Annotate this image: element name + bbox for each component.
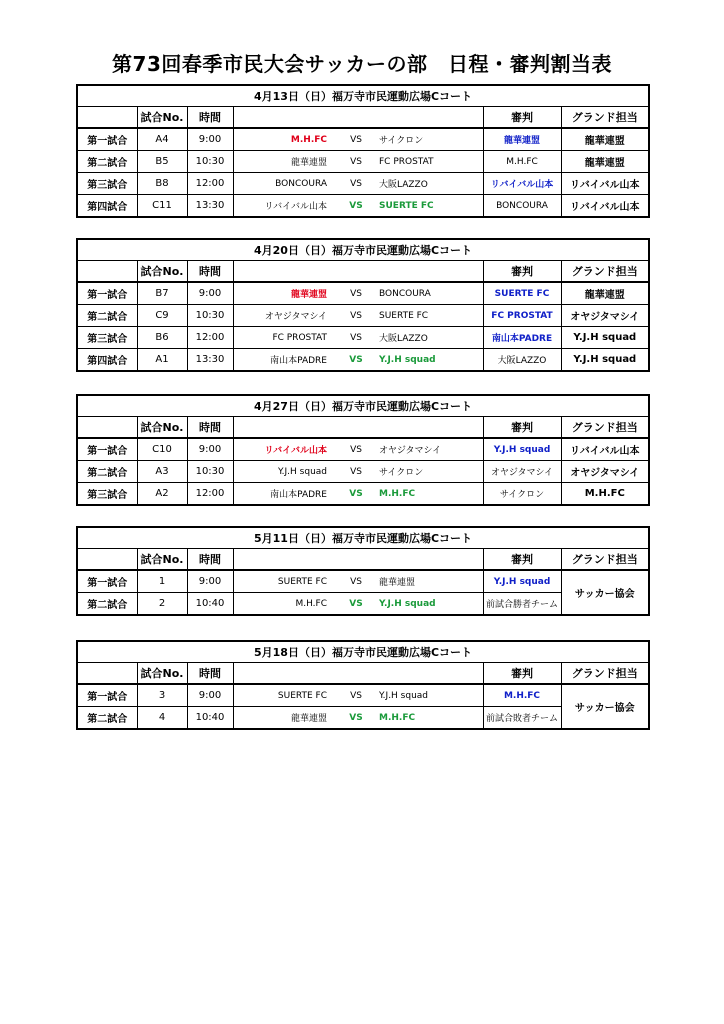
vs-label: VS (341, 282, 371, 305)
match-label: 第二試合 (77, 305, 137, 327)
vs-label: VS (341, 128, 371, 151)
match-code: A2 (137, 483, 187, 506)
vs-label: VS (341, 151, 371, 173)
away-team: 龍華連盟 (371, 570, 483, 593)
match-label: 第二試合 (77, 151, 137, 173)
away-team: 大阪LAZZO (371, 327, 483, 349)
ground-duty: リバイバル山本 (561, 195, 649, 218)
home-team: 龍華連盟 (233, 707, 341, 730)
match-label: 第三試合 (77, 483, 137, 506)
match-label: 第二試合 (77, 707, 137, 730)
schedule-date: 4月27日（日）福万寺市民運動広場Cコート (77, 395, 649, 417)
match-time: 9:00 (187, 438, 233, 461)
home-team: SUERTE FC (233, 684, 341, 707)
header-match (233, 107, 483, 129)
schedule-apr-20 (76, 238, 648, 372)
header-ground: グランド担当 (561, 261, 649, 283)
match-time: 10:40 (187, 707, 233, 730)
referee: BONCOURA (483, 195, 561, 218)
page-title: 第73回春季市民大会サッカーの部 日程・審判割当表 (112, 52, 612, 76)
ground-duty: オヤジタマシイ (561, 461, 649, 483)
home-team: SUERTE FC (233, 570, 341, 593)
match-code: 3 (137, 684, 187, 707)
match-time: 12:00 (187, 173, 233, 195)
away-team: Y.J.H squad (371, 684, 483, 707)
match-time: 10:30 (187, 305, 233, 327)
header-time: 時間 (187, 549, 233, 571)
table-row (77, 195, 649, 218)
schedule-apr-27 (76, 394, 648, 506)
header-time: 時間 (187, 107, 233, 129)
match-label: 第一試合 (77, 128, 137, 151)
vs-label: VS (341, 438, 371, 461)
home-team: リバイバル山本 (233, 438, 341, 461)
home-team: M.H.FC (233, 593, 341, 616)
match-time: 9:00 (187, 570, 233, 593)
table-row (77, 438, 649, 461)
table-row (77, 327, 649, 349)
away-team: M.H.FC (371, 707, 483, 730)
header-time: 時間 (187, 663, 233, 685)
vs-label: VS (341, 593, 371, 616)
header-match (233, 549, 483, 571)
home-team: 龍華連盟 (233, 282, 341, 305)
referee: リバイバル山本 (483, 173, 561, 195)
match-label: 第四試合 (77, 195, 137, 218)
home-team: オヤジタマシイ (233, 305, 341, 327)
vs-label: VS (341, 461, 371, 483)
match-time: 9:00 (187, 128, 233, 151)
match-code: A4 (137, 128, 187, 151)
header-blank (77, 417, 137, 439)
table-row (77, 128, 649, 151)
schedule-apr-13 (76, 84, 648, 218)
header-ground: グランド担当 (561, 107, 649, 129)
ground-duty: 龍華連盟 (561, 282, 649, 305)
header-referee: 審判 (483, 417, 561, 439)
header-ground: グランド担当 (561, 549, 649, 571)
table-row (77, 151, 649, 173)
header-blank (77, 549, 137, 571)
match-time: 13:30 (187, 195, 233, 218)
match-code: B5 (137, 151, 187, 173)
referee: 前試合敗者チーム (483, 707, 561, 730)
match-label: 第二試合 (77, 593, 137, 616)
header-match (233, 663, 483, 685)
ground-duty: Y.J.H squad (561, 349, 649, 372)
vs-label: VS (341, 173, 371, 195)
referee: M.H.FC (483, 151, 561, 173)
header-code: 試合No. (137, 107, 187, 129)
table-row (77, 349, 649, 372)
match-label: 第一試合 (77, 684, 137, 707)
header-referee: 審判 (483, 107, 561, 129)
home-team: M.H.FC (233, 128, 341, 151)
header-time: 時間 (187, 261, 233, 283)
match-code: C11 (137, 195, 187, 218)
away-team: サイクロン (371, 461, 483, 483)
header-match (233, 417, 483, 439)
match-label: 第一試合 (77, 570, 137, 593)
away-team: オヤジタマシイ (371, 438, 483, 461)
home-team: FC PROSTAT (233, 327, 341, 349)
schedule-may-18 (76, 640, 648, 730)
referee: オヤジタマシイ (483, 461, 561, 483)
ground-duty: M.H.FC (561, 483, 649, 506)
referee: M.H.FC (483, 684, 561, 707)
match-code: C9 (137, 305, 187, 327)
header-code: 試合No. (137, 663, 187, 685)
header-referee: 審判 (483, 549, 561, 571)
referee: 南山本PADRE (483, 327, 561, 349)
header-ground: グランド担当 (561, 663, 649, 685)
ground-duty: 龍華連盟 (561, 128, 649, 151)
away-team: BONCOURA (371, 282, 483, 305)
away-team: Y.J.H squad (371, 349, 483, 372)
schedule-date: 4月20日（日）福万寺市民運動広場Cコート (77, 239, 649, 261)
vs-label: VS (341, 707, 371, 730)
match-code: 1 (137, 570, 187, 593)
schedule-may-11 (76, 526, 648, 616)
match-code: B8 (137, 173, 187, 195)
ground-duty: Y.J.H squad (561, 327, 649, 349)
referee: Y.J.H squad (483, 570, 561, 593)
match-label: 第一試合 (77, 438, 137, 461)
match-time: 13:30 (187, 349, 233, 372)
home-team: BONCOURA (233, 173, 341, 195)
header-referee: 審判 (483, 261, 561, 283)
schedule-date: 4月13日（日）福万寺市民運動広場Cコート (77, 85, 649, 107)
table-row (77, 461, 649, 483)
header-code: 試合No. (137, 549, 187, 571)
vs-label: VS (341, 327, 371, 349)
header-code: 試合No. (137, 417, 187, 439)
header-code: 試合No. (137, 261, 187, 283)
ground-duty: リバイバル山本 (561, 438, 649, 461)
ground-duty: リバイバル山本 (561, 173, 649, 195)
away-team: SUERTE FC (371, 305, 483, 327)
home-team: 龍華連盟 (233, 151, 341, 173)
away-team: M.H.FC (371, 483, 483, 506)
header-blank (77, 261, 137, 283)
referee: 前試合勝者チーム (483, 593, 561, 616)
match-time: 10:30 (187, 151, 233, 173)
home-team: 南山本PADRE (233, 349, 341, 372)
away-team: FC PROSTAT (371, 151, 483, 173)
match-code: A1 (137, 349, 187, 372)
match-time: 9:00 (187, 282, 233, 305)
referee: 大阪LAZZO (483, 349, 561, 372)
ground-duty: サッカー協会 (561, 570, 649, 615)
home-team: Y.J.H squad (233, 461, 341, 483)
table-row (77, 483, 649, 506)
ground-duty: オヤジタマシイ (561, 305, 649, 327)
match-code: 4 (137, 707, 187, 730)
table-row (77, 570, 649, 593)
header-time: 時間 (187, 417, 233, 439)
schedule-date: 5月11日（日）福万寺市民運動広場Cコート (77, 527, 649, 549)
away-team: 大阪LAZZO (371, 173, 483, 195)
match-time: 10:40 (187, 593, 233, 616)
match-label: 第四試合 (77, 349, 137, 372)
header-match (233, 261, 483, 283)
away-team: SUERTE FC (371, 195, 483, 218)
header-blank (77, 107, 137, 129)
header-referee: 審判 (483, 663, 561, 685)
match-label: 第二試合 (77, 461, 137, 483)
vs-label: VS (341, 570, 371, 593)
match-code: B7 (137, 282, 187, 305)
header-ground: グランド担当 (561, 417, 649, 439)
vs-label: VS (341, 349, 371, 372)
referee: SUERTE FC (483, 282, 561, 305)
table-row (77, 684, 649, 707)
referee: 龍華連盟 (483, 128, 561, 151)
vs-label: VS (341, 483, 371, 506)
referee: FC PROSTAT (483, 305, 561, 327)
away-team: Y.J.H squad (371, 593, 483, 616)
home-team: 南山本PADRE (233, 483, 341, 506)
match-code: A3 (137, 461, 187, 483)
match-time: 9:00 (187, 684, 233, 707)
table-row (77, 173, 649, 195)
away-team: サイクロン (371, 128, 483, 151)
table-row (77, 282, 649, 305)
vs-label: VS (341, 195, 371, 218)
vs-label: VS (341, 684, 371, 707)
match-time: 12:00 (187, 327, 233, 349)
ground-duty: 龍華連盟 (561, 151, 649, 173)
match-label: 第一試合 (77, 282, 137, 305)
match-label: 第三試合 (77, 173, 137, 195)
match-label: 第三試合 (77, 327, 137, 349)
table-row (77, 305, 649, 327)
match-code: 2 (137, 593, 187, 616)
header-blank (77, 663, 137, 685)
match-time: 10:30 (187, 461, 233, 483)
match-code: B6 (137, 327, 187, 349)
referee: Y.J.H squad (483, 438, 561, 461)
match-time: 12:00 (187, 483, 233, 506)
home-team: リバイバル山本 (233, 195, 341, 218)
ground-duty: サッカー協会 (561, 684, 649, 729)
match-code: C10 (137, 438, 187, 461)
schedule-date: 5月18日（日）福万寺市民運動広場Cコート (77, 641, 649, 663)
referee: サイクロン (483, 483, 561, 506)
vs-label: VS (341, 305, 371, 327)
